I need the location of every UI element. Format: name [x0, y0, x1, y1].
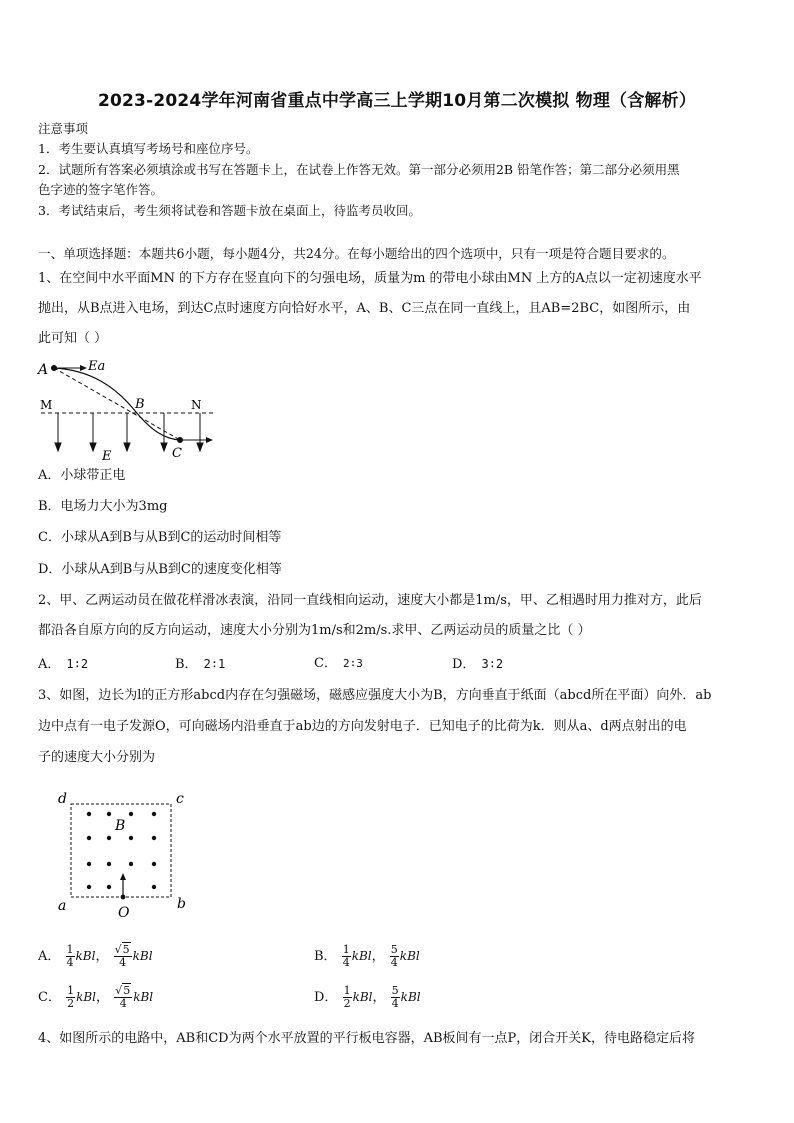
- label-o: O: [118, 905, 130, 921]
- q1-option-c: C．小球从A到B与从B到C的运动时间相等: [38, 530, 282, 545]
- label-a: A: [38, 362, 49, 378]
- q3-option-c: C． $\frac{1}{2}$ kBl， $\frac{√5}{4}$ kBl: [38, 984, 154, 1010]
- label-m: M: [40, 398, 53, 412]
- q1-option-d: D．小球从A到B与从B到C的速度变化相等: [38, 562, 282, 577]
- point-c: [177, 437, 183, 443]
- q2-option-c: C． 2∶3: [314, 656, 363, 671]
- label-b: B: [135, 397, 145, 412]
- notice-item: 色字迹的签字笔作答。: [38, 182, 164, 197]
- q2-option-d: D． 3∶2: [452, 657, 504, 672]
- label-e: E: [102, 449, 112, 464]
- q3-option-d: D． $\frac{1}{2}$ kBl， $\frac{5}{4}$ kBl: [314, 984, 421, 1010]
- label-b-field: B: [115, 818, 126, 834]
- notice-heading: 注意事项: [38, 121, 89, 136]
- source-o: [121, 895, 126, 900]
- section-header: 一、单项选择题：本题共6小题，每小题4分，共24分。在每小题给出的四个选项中，只有一项是符合题目要求的。: [38, 246, 675, 261]
- label-b: b: [177, 896, 186, 912]
- q1-option-b: B．电场力大小为3mg: [38, 499, 168, 514]
- label-n: N: [191, 398, 202, 412]
- q3-option-b: B． $\frac{1}{4}$ kBl， $\frac{5}{4}$ kBl: [314, 943, 420, 969]
- q4-stem-line: 4、如图所示的电路中，AB和CD为两个水平放置的平行板电容器，AB板间有一点P，闭合开关K，待电路稳定后将: [38, 1031, 695, 1046]
- q3-stem-line: 子的速度大小分别为: [38, 750, 156, 765]
- q2-option-b: B． 2∶1: [175, 657, 226, 672]
- velocity-arrow-o: [120, 873, 126, 880]
- label-a: a: [58, 898, 67, 914]
- q3-stem-line: 边中点有一电子发源O，可向磁场内沿垂直于ab边的方向发射电子．已知电子的比荷为k．则从a、d两点射出的电: [38, 719, 687, 734]
- velocity-arrow-a: [80, 365, 87, 371]
- notice-item: 1．考生要认真填写考场号和座位序号。: [38, 141, 259, 156]
- q1-figure: [36, 352, 226, 464]
- label-ea: Ea: [88, 359, 106, 374]
- q3-stem-line: 3、如图，边长为l的正方形abcd内存在匀强磁场，磁感应强度大小为B，方向垂直于纸面（abcd所在平面）向外．ab: [38, 688, 712, 703]
- q1-stem-line: 此可知（ ）: [38, 331, 108, 346]
- q1-stem-line: 抛出，从B点进入电场，到达C点时速度方向恰好水平，A、B、C三点在同一直线上，且AB=2BC，如图所示，由: [38, 301, 691, 316]
- q3-figure: [52, 786, 202, 922]
- point-a: [51, 365, 57, 371]
- q2-stem-line: 2、甲、乙两运动员在做花样滑冰表演，沿同一直线相向运动，速度大小都是1m/s，甲、乙相遇时用力推对方，此后: [38, 593, 702, 608]
- velocity-arrow-c: [206, 437, 213, 443]
- q2-option-a: A． 1∶2: [38, 657, 89, 672]
- q3-option-a: A． $\frac{1}{4}$ kBl， $\frac{√5}{4}$ kBl: [38, 943, 153, 969]
- notice-item: 3．考试结束后，考生须将试卷和答题卡放在桌面上，待监考员收回。: [38, 203, 421, 218]
- page-title: 2023-2024学年河南省重点中学高三上学期10月第二次模拟 物理（含解析）: [97, 91, 697, 111]
- q1-option-a: A．小球带正电: [38, 468, 126, 483]
- notice-item: 2．试题所有答案必须填涂或书写在答题卡上，在试卷上作答无效。第一部分必须用2B 铅笔作答；第二部分必须用黑: [38, 162, 680, 177]
- line-abc: [54, 368, 180, 440]
- label-c: C: [172, 446, 182, 461]
- q2-stem-line: 都沿各自原方向的反方向运动，速度大小分别为1m/s和2m/s.求甲、乙两运动员的质量之比（ ）: [38, 623, 591, 638]
- label-d: d: [58, 791, 67, 807]
- q1-stem-line: 1、在空间中水平面MN 的下方存在竖直向下的匀强电场，质量为m 的带电小球由MN 上方的A点以一定初速度水平: [38, 271, 702, 286]
- label-c: c: [176, 791, 184, 807]
